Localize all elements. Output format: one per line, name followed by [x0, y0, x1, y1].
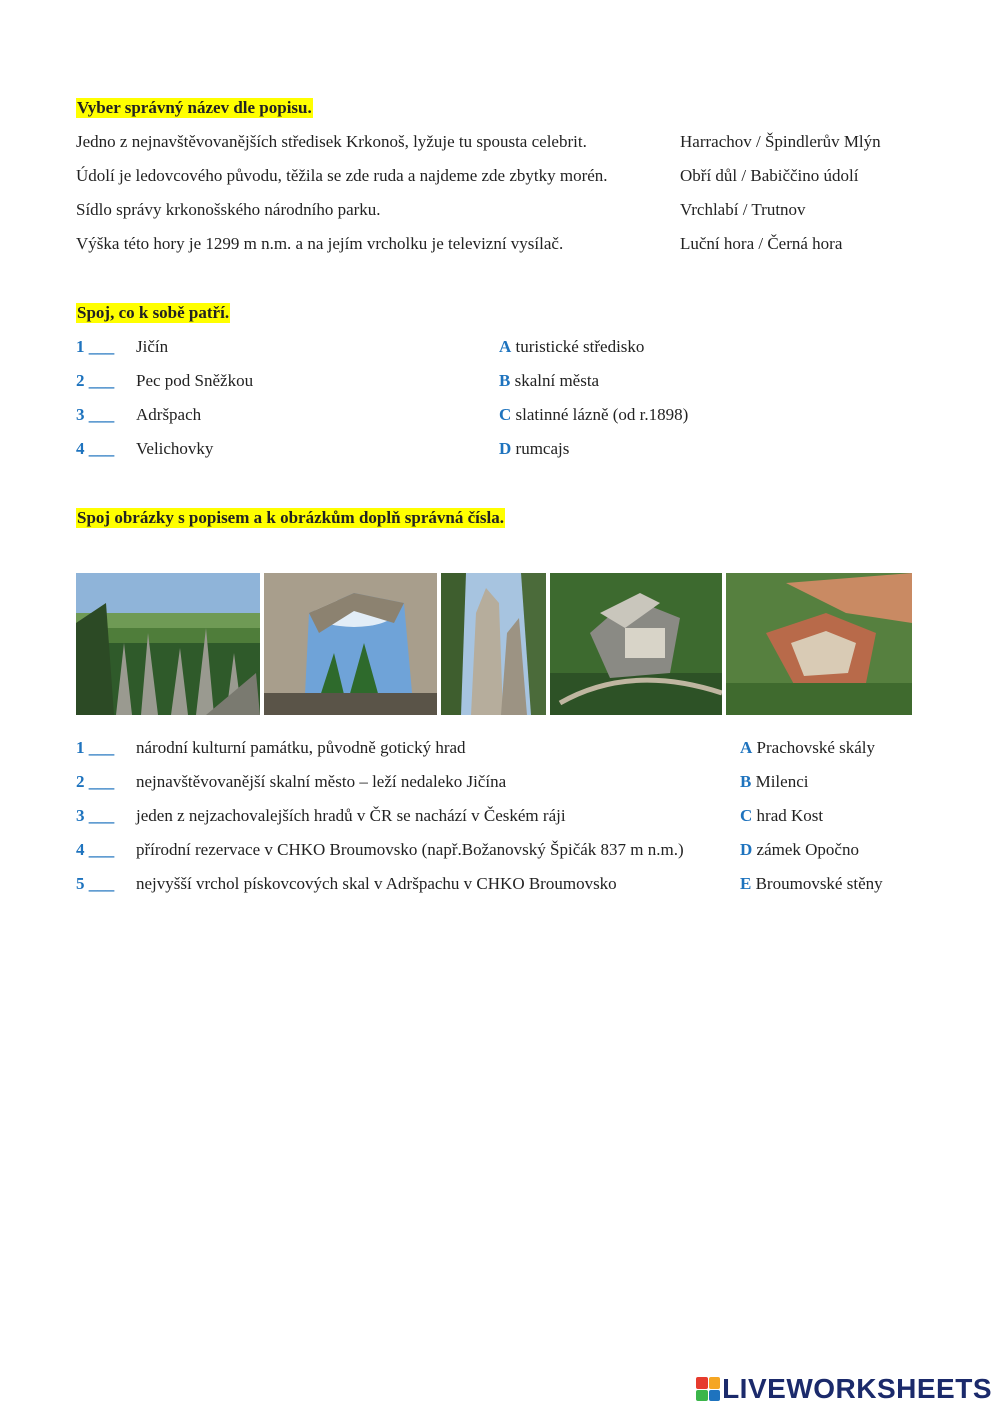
s2-answer-blank-2[interactable]: 2 ___: [76, 371, 115, 390]
s3-left-label-4: přírodní rezervace v CHKO Broumovsko (např.Božanovský Špičák 837 m n.m.): [136, 840, 684, 859]
s3-right-item-e: [740, 874, 883, 894]
castle-aerial-photo: [550, 573, 722, 715]
s3-answer-blank-2[interactable]: 2 ___: [76, 772, 115, 791]
s2-right-label-d: rumcajs: [515, 439, 570, 458]
s2-right-label-b: skalní města: [514, 371, 600, 390]
s3-letter-d: D: [740, 840, 753, 859]
s2-right-label-a: turistické středisko: [515, 337, 645, 356]
s1-row2-text: Údolí je ledovcového původu, těžila se zde ruda a najdeme zde zbytky morén.: [76, 166, 608, 185]
s2-answer-blank-1[interactable]: 1 ___: [76, 337, 115, 356]
s3-letter-b: B: [740, 772, 752, 791]
section3-heading: Spoj obrázky s popisem a k obrázkům doplň správná čísla.: [77, 508, 504, 527]
s3-left-label-5: nejvyšší vrchol pískovcových skal v Adršpachu v CHKO Broumovsko: [136, 874, 617, 893]
s3-right-label-b: Milenci: [755, 772, 809, 791]
s2-right-label-c: slatinné lázně (od r.1898): [515, 405, 689, 424]
s3-answer-blank-3[interactable]: 3 ___: [76, 806, 115, 825]
s3-right-item-a: [740, 738, 875, 758]
s3-answer-blank-1[interactable]: 1 ___: [76, 738, 115, 757]
s3-letter-e: E: [740, 874, 752, 893]
s1-row2-options[interactable]: Obří důl / Babiččino údolí: [680, 166, 859, 185]
s2-right-item-d: [499, 439, 569, 459]
rock-towers-photo: [76, 573, 260, 715]
s3-right-label-e: Broumovské stěny: [755, 874, 883, 893]
s2-right-item-b: [499, 371, 599, 391]
s1-row3-text: Sídlo správy krkonošského národního parku.: [76, 200, 381, 219]
s3-left-label-3: jeden z nejzachovalejších hradů v ČR se nachází v Českém ráji: [136, 806, 566, 825]
s2-answer-blank-4[interactable]: 4 ___: [76, 439, 115, 458]
brand-name: LIVEWORKSHEETS: [722, 1373, 992, 1404]
s1-row4-text: Výška této hory je 1299 m n.m. a na jejím vrcholku je televizní vysílač.: [76, 234, 564, 253]
s3-right-item-c: [740, 806, 823, 826]
s3-right-label-a: Prachovské skály: [756, 738, 876, 757]
s3-answer-blank-5[interactable]: 5 ___: [76, 874, 115, 893]
s2-letter-c: C: [499, 405, 512, 424]
s2-right-item-a: [499, 337, 644, 357]
s2-letter-b: B: [499, 371, 511, 390]
s1-row4-options[interactable]: Luční hora / Černá hora: [680, 234, 843, 253]
s3-left-label-2: nejnavštěvovanější skalní město – leží nedaleko Jičína: [136, 772, 507, 791]
s3-answer-blank-4[interactable]: 4 ___: [76, 840, 115, 859]
s3-right-label-c: hrad Kost: [756, 806, 824, 825]
s1-row1-options[interactable]: Harrachov / Špindlerův Mlýn: [680, 132, 881, 151]
s3-letter-c: C: [740, 806, 753, 825]
s2-left-label-3: Adršpach: [136, 405, 202, 424]
s3-right-item-b: [740, 772, 808, 792]
rock-arch-photo: [264, 573, 437, 715]
rock-pillars-photo: [441, 573, 546, 715]
s3-right-label-d: zámek Opočno: [756, 840, 859, 859]
s1-row3-options[interactable]: Vrchlabí / Trutnov: [680, 200, 806, 219]
section2-heading: Spoj, co k sobě patří.: [77, 303, 230, 322]
s3-right-item-d: [740, 840, 859, 860]
s2-answer-blank-3[interactable]: 3 ___: [76, 405, 115, 424]
section1-heading: Vyber správný název dle popisu.: [77, 98, 312, 117]
s2-right-item-c: [499, 405, 688, 425]
s2-left-label-1: Jičín: [136, 337, 169, 356]
s1-row1-text: Jedno z nejnavštěvovanějších středisek Krkonoš, lyžuje tu spousta celebrit.: [76, 132, 587, 151]
s3-letter-a: A: [740, 738, 753, 757]
s2-left-label-2: Pec pod Sněžkou: [136, 371, 254, 390]
s2-letter-a: A: [499, 337, 512, 356]
chateau-aerial-photo: [726, 573, 912, 715]
liveworksheets-logo[interactable]: [696, 1373, 992, 1405]
s2-letter-d: D: [499, 439, 512, 458]
s3-left-label-1: národní kulturní památku, původně gotický hrad: [136, 738, 466, 757]
brand-blocks-icon: [696, 1377, 720, 1401]
s2-left-label-4: Velichovky: [136, 439, 214, 458]
